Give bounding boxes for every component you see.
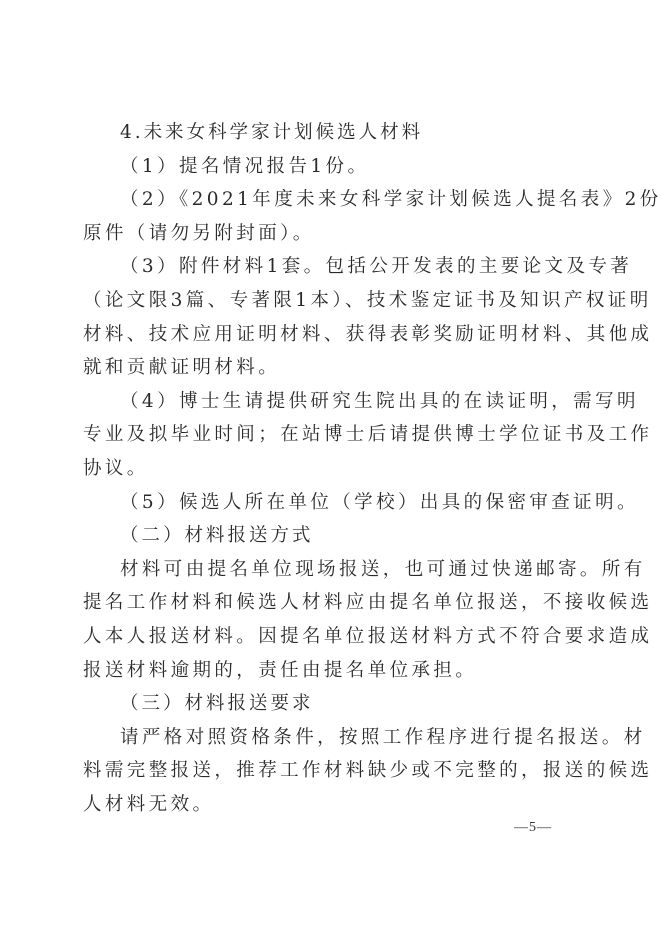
item-1-line-1: （1）提名情况报告1份。 — [120, 155, 370, 177]
item-4-line-3: 协议。 — [83, 457, 149, 479]
item-4-line-2: 专业及拟毕业时间；在站博士后请提供博士学位证书及工作 — [83, 424, 653, 446]
section-3-line-1: 请严格对照资格条件，按照工作程序进行提名报送。材 — [120, 726, 646, 748]
document-body — [83, 116, 662, 821]
item-3-line-1: （3）附件材料1套。包括公开发表的主要论文及专著 — [120, 256, 633, 278]
section-2-line-3: 人本人报送材料。因提名单位报送材料方式不符合要求造成 — [83, 625, 653, 647]
section-3-heading: （三）材料报送要求 — [120, 693, 314, 715]
section-2-heading: （二）材料报送方式 — [120, 525, 314, 547]
section-2-line-1: 材料可由提名单位现场报送，也可通过快递邮寄。所有 — [120, 558, 646, 580]
item-4-line-1: （4）博士生请提供研究生院出具的在读证明，需写明 — [120, 390, 639, 412]
section-2-line-4: 报送材料逾期的，责任由提名单位承担。 — [83, 659, 478, 681]
item-3-line-4: 就和贡献证明材料。 — [83, 357, 281, 379]
section-4-title: 4.未来女科学家计划候选人材料 — [120, 122, 424, 143]
item-2-line-2: 原件（请勿另附封面）。 — [83, 222, 315, 244]
section-2-line-2: 提名工作材料和候选人材料应由提名单位报送，不接收候选 — [83, 592, 653, 614]
item-2-line-1: （2）《2021年度未来女科学家计划候选人提名表》2份 — [120, 189, 662, 211]
item-3-line-2: （论文限3篇、专著限1本）、技术鉴定证书及知识产权证明 — [83, 289, 652, 311]
item-5-line-1: （5）候选人所在单位（学校）出具的保密审查证明。 — [120, 491, 639, 513]
item-3-line-3: 材料、技术应用证明材料、获得表彰奖励证明材料、其他成 — [83, 323, 653, 345]
section-3-line-3: 人材料无效。 — [83, 793, 215, 815]
section-3-line-2: 料需完整报送，推荐工作材料缺少或不完整的，报送的候选 — [83, 760, 653, 782]
page-number: —5— — [514, 820, 552, 835]
